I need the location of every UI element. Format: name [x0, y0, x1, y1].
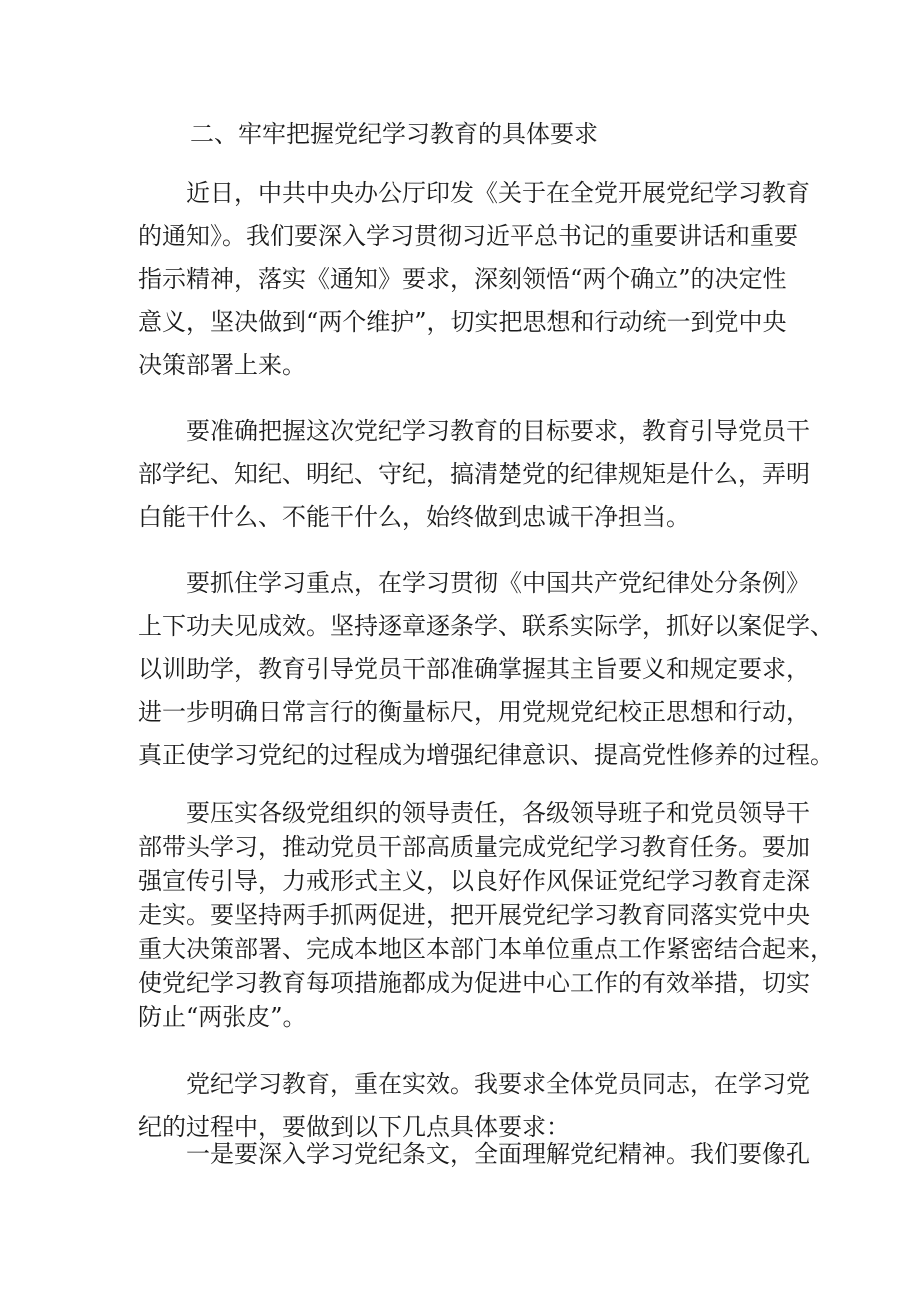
paragraph-goals: 要准确把握这次党纪学习教育的目标要求，教育引导党员干 部学纪、知纪、明纪、守纪，搞清楚党的纪律规矩是什么，弄明 白能干什么、不能干什么，始终做到忠诚干净担当。	[138, 417, 810, 531]
paragraph-responsibility: 要压实各级党组织的领导责任，各级领导班子和党员领导干 部带头学习，推动党员干部高质量完成党纪学习教育任务。要加 强宣传引导，力戒形式主义，以良好作风保证党纪学习教育走深 走实。要坚持两手抓两促进，把开展党纪学习教育同落实党中央 重大决策部署、完成本地区本部门本单位重点工作紧密结合起来， 使党纪学习教育每项措施都成为促进中心工作的有效举措，切实 防止“两张皮”。	[138, 799, 834, 1031]
paragraph-effectiveness: 党纪学习教育，重在实效。我要求全体党员同志，在学习党 纪的过程中，要做到以下几点具体要求：	[138, 1070, 810, 1141]
paragraph-notice: 近日，中共中央办公厅印发《关于在全党开展党纪学习教育 的通知》。我们要深入学习贯彻习近平总书记的重要讲话和重要 指示精神，落实《通知》要求，深刻领悟“两个确立”的决定性 意义，坚决做到“两个维护”，切实把思想和行动统一到党中央 决策部署上来。	[138, 179, 810, 379]
paragraph-first-requirement: 一是要深入学习党纪条文，全面理解党纪精神。我们要像孔	[138, 1140, 810, 1168]
paragraph-focus: 要抓住学习重点，在学习贯彻《中国共产党纪律处分条例》 上下功夫见成效。坚持逐章逐条学、联系实际学，抓好以案促学、 以训助学，教育引导党员干部准确掌握其主旨要义和规定要求， 进一步明确日常言行的衡量标尺，用党规党纪校正思想和行动， 真正使学习党纪的过程成为增强纪律意识、提高党性修养的过程。	[138, 569, 834, 769]
section-heading: 二、牢牢把握党纪学习教育的具体要求	[190, 120, 598, 148]
